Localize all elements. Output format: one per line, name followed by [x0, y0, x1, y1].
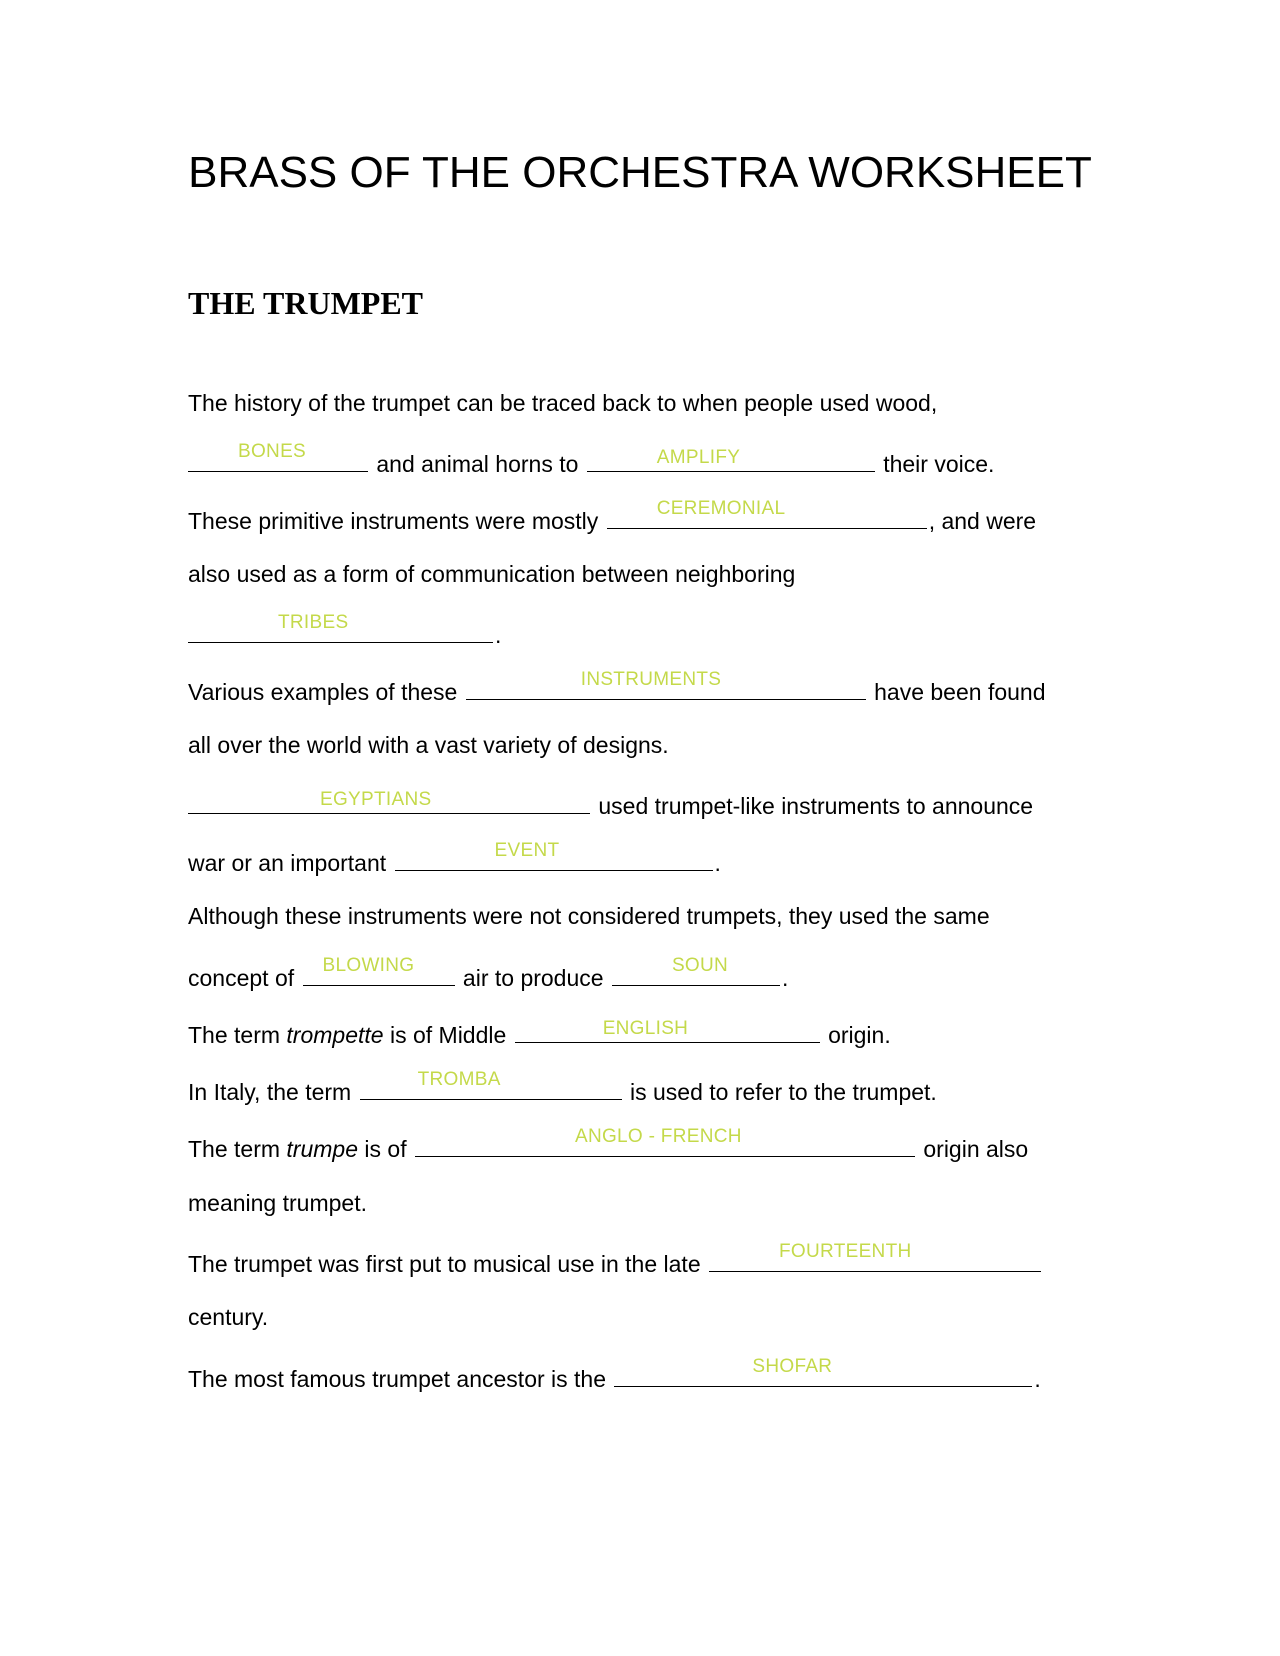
sentence-text: The most famous trumpet ancestor is the — [188, 1366, 607, 1392]
sentence-text: Although these instruments were not considered trumpets, they used the same — [188, 903, 990, 929]
answer-text: SHOFAR — [752, 1356, 833, 1377]
answer-blank[interactable] — [415, 1128, 915, 1157]
sentence-line — [188, 1186, 367, 1220]
sentence-line — [188, 1358, 1041, 1392]
sentence-line — [188, 1071, 937, 1105]
sentence-text: all over the world with a vast variety of designs. — [188, 732, 669, 758]
sentence-text: their voice. — [883, 451, 995, 477]
sentence-text: The term — [188, 1022, 281, 1048]
answer-text: INSTRUMENTS — [580, 669, 722, 690]
sentence-text: The history of the trumpet can be traced back to when people used wood, — [188, 390, 938, 416]
sentence-text: concept of — [188, 965, 295, 991]
sentence-text: The term — [188, 1136, 281, 1162]
sentence-text: origin. — [828, 1022, 891, 1048]
sentence-text: Various examples of these — [188, 679, 458, 705]
answer-blank[interactable] — [709, 1243, 1041, 1272]
answer-blank[interactable] — [466, 671, 866, 700]
answer-text: ANGLO - FRENCH — [574, 1126, 742, 1147]
sentence-line — [188, 386, 937, 420]
sentence-text: . — [1034, 1366, 1041, 1392]
worksheet-title: BRASS OF THE ORCHESTRA WORKSHEET — [188, 148, 1092, 197]
sentence-text: have been found — [874, 679, 1046, 705]
sentence-line — [188, 1300, 268, 1334]
answer-text: FOURTEENTH — [779, 1241, 912, 1262]
answer-text: TRIBES — [278, 612, 349, 633]
sentence-line — [188, 671, 1046, 705]
sentence-text: century. — [188, 1304, 269, 1330]
sentence-text: , and were — [928, 508, 1037, 534]
answer-blank[interactable] — [360, 1071, 622, 1100]
answer-blank[interactable] — [188, 785, 590, 814]
sentence-line — [188, 842, 721, 876]
answer-text: EVENT — [494, 840, 560, 861]
italic-term: trompette — [286, 1022, 384, 1048]
sentence-text: . — [495, 622, 502, 648]
answer-text: ENGLISH — [602, 1018, 689, 1039]
sentence-text: The trumpet was first put to musical use in the late — [188, 1251, 701, 1277]
italic-term: trumpe — [286, 1136, 359, 1162]
answer-text: BONES — [238, 441, 307, 462]
answer-text: SOUN — [671, 955, 729, 976]
sentence-line — [188, 957, 788, 991]
sentence-line — [188, 899, 990, 933]
sentence-line — [188, 443, 994, 477]
sentence-line — [188, 728, 669, 762]
sentence-text: . — [781, 965, 789, 991]
sentence-text: These primitive instruments were mostly — [188, 508, 599, 534]
sentence-line — [188, 614, 501, 648]
sentence-line — [188, 500, 1036, 534]
sentence-text: origin also — [923, 1136, 1029, 1162]
answer-blank[interactable] — [303, 957, 455, 986]
answer-blank[interactable] — [614, 1358, 1032, 1387]
answer-text: EGYPTIANS — [320, 789, 432, 810]
sentence-text: . — [714, 850, 721, 876]
answer-blank[interactable] — [188, 443, 368, 472]
answer-blank[interactable] — [515, 1014, 820, 1043]
sentence-text: war or an important — [188, 850, 387, 876]
sentence-text: is of Middle — [389, 1022, 507, 1048]
answer-blank[interactable] — [607, 500, 927, 529]
answer-blank[interactable] — [395, 842, 713, 871]
sentence-text: used trumpet-like instruments to announce — [598, 793, 1034, 819]
answer-text: TROMBA — [417, 1069, 501, 1090]
sentence-text: is used to refer to the trumpet. — [629, 1079, 937, 1105]
sentence-text: and animal horns to — [376, 451, 579, 477]
sentence-text: air to produce — [462, 965, 604, 991]
sentence-line — [188, 1128, 1028, 1162]
answer-text: BLOWING — [322, 955, 415, 976]
sentence-text: meaning trumpet. — [188, 1190, 367, 1216]
answer-blank[interactable] — [587, 443, 875, 472]
answer-text: CEREMONIAL — [656, 498, 786, 519]
sentence-text: In Italy, the term — [188, 1079, 352, 1105]
answer-blank[interactable] — [188, 614, 493, 643]
sentence-text: also used as a form of communication between neighboring — [188, 561, 796, 587]
answer-text: AMPLIFY — [656, 447, 741, 468]
sentence-line — [188, 1243, 1043, 1277]
section-heading: THE TRUMPET — [188, 285, 423, 321]
answer-blank[interactable] — [612, 957, 780, 986]
sentence-line — [188, 785, 1033, 819]
sentence-line — [188, 1014, 891, 1048]
sentence-text: is of — [364, 1136, 407, 1162]
sentence-line — [188, 557, 795, 591]
